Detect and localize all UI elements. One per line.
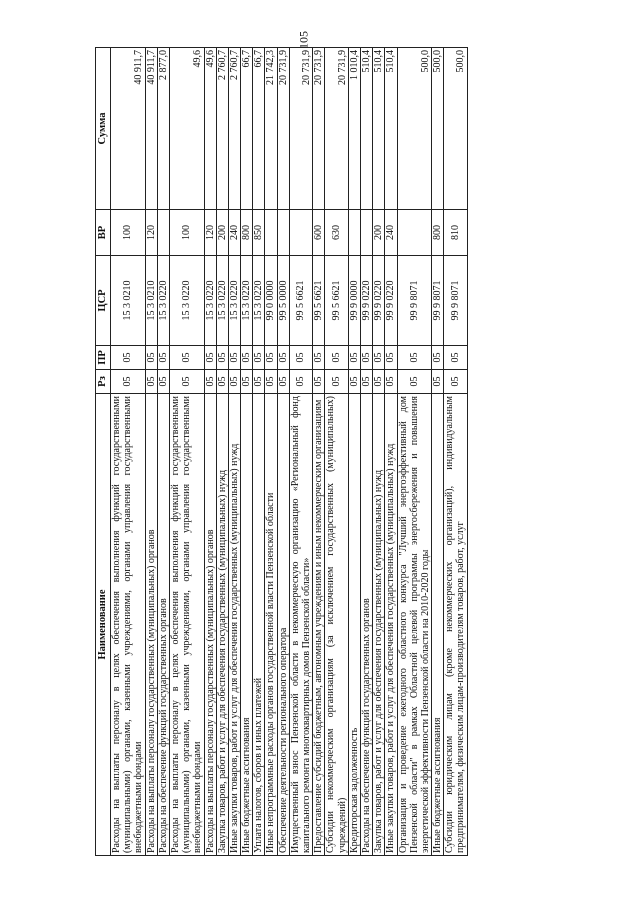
cell-pr: 05 — [397, 346, 432, 370]
cell-csr: 99 9 8071 — [397, 256, 432, 346]
cell-rz: 05 — [204, 370, 216, 394]
cell-vr: 200 — [373, 210, 385, 256]
cell-sum: 500,0 — [432, 48, 444, 210]
budget-table — [95, 47, 468, 856]
cell-sum: 2 760,7 — [216, 48, 228, 210]
cell-sum: 20 731,9 — [277, 48, 289, 210]
table-row — [432, 48, 444, 856]
header-name: Наименование — [96, 394, 111, 856]
cell-vr: 120 — [145, 210, 157, 256]
cell-vr: 240 — [385, 210, 397, 256]
table-row — [145, 48, 157, 856]
cell-name: Иные бюджетные ассигнования — [432, 394, 444, 856]
header-rz: Рз — [96, 370, 111, 394]
cell-name: Расходы на выплаты персоналу в целях обеспечения выполнения функций государственными (муниципальными) органами, казенными учреждениями, органами управления государственными внебюджетными фондами — [169, 394, 204, 856]
table-header-row — [96, 48, 111, 856]
cell-vr — [289, 210, 312, 256]
cell-vr: 630 — [325, 210, 348, 256]
cell-rz: 05 — [373, 370, 385, 394]
cell-pr: 05 — [253, 346, 265, 370]
cell-name: Кредиторская задолженность — [348, 394, 360, 856]
cell-csr: 99 5 6621 — [289, 256, 312, 346]
cell-sum: 510,4 — [373, 48, 385, 210]
cell-vr: 120 — [204, 210, 216, 256]
cell-csr: 99 9 0220 — [360, 256, 372, 346]
cell-name: Имущественный взнос Пензенской области в некоммерческую организацию «Региональный фонд капитального ремонта многоквартирных домов Пензенской области» — [289, 394, 312, 856]
cell-csr: 15 3 0220 — [169, 256, 204, 346]
cell-pr: 05 — [216, 346, 228, 370]
cell-name: Субсидии юридическим лицам (кроме некоммерческих организаций), индивидуальным предпринимателям, физическим лицам-производителям товаров, работ, услуг — [444, 394, 467, 856]
cell-rz: 05 — [265, 370, 277, 394]
table-row — [313, 48, 325, 856]
cell-pr: 05 — [325, 346, 348, 370]
cell-pr: 05 — [444, 346, 467, 370]
table-row — [348, 48, 360, 856]
cell-csr: 99 9 0220 — [385, 256, 397, 346]
cell-vr — [360, 210, 372, 256]
cell-name: Обеспечение деятельности регионального оператора — [277, 394, 289, 856]
cell-vr — [265, 210, 277, 256]
cell-pr: 05 — [313, 346, 325, 370]
cell-pr: 05 — [373, 346, 385, 370]
cell-sum: 500,0 — [444, 48, 467, 210]
header-vr: ВР — [96, 210, 111, 256]
cell-sum: 21 742,3 — [265, 48, 277, 210]
cell-sum: 66,7 — [241, 48, 253, 210]
cell-sum: 510,4 — [360, 48, 372, 210]
cell-sum: 20 731,9 — [325, 48, 348, 210]
cell-pr: 05 — [241, 346, 253, 370]
cell-csr: 15 3 0220 — [157, 256, 169, 346]
cell-rz: 05 — [111, 370, 146, 394]
cell-rz: 05 — [253, 370, 265, 394]
table-row — [157, 48, 169, 856]
cell-rz: 05 — [444, 370, 467, 394]
cell-rz: 05 — [157, 370, 169, 394]
cell-csr: 15 3 0210 — [145, 256, 157, 346]
cell-name: Иные закупки товаров, работ и услуг для обеспечения государственных (муниципальных) нужд — [228, 394, 240, 856]
cell-sum: 500,0 — [397, 48, 432, 210]
cell-pr: 05 — [111, 346, 146, 370]
cell-vr: 600 — [313, 210, 325, 256]
cell-vr: 800 — [432, 210, 444, 256]
cell-csr: 99 9 8071 — [444, 256, 467, 346]
cell-csr: 99 5 6621 — [313, 256, 325, 346]
cell-vr: 800 — [241, 210, 253, 256]
rotated-table-wrapper — [95, 48, 468, 856]
cell-name: Уплата налогов, сборов и иных платежей — [253, 394, 265, 856]
table-row — [277, 48, 289, 856]
page-number-text: 105 — [296, 31, 311, 49]
cell-pr: 05 — [277, 346, 289, 370]
cell-rz: 05 — [228, 370, 240, 394]
cell-pr: 05 — [360, 346, 372, 370]
cell-csr: 15 3 0220 — [216, 256, 228, 346]
cell-rz: 05 — [216, 370, 228, 394]
cell-vr — [397, 210, 432, 256]
cell-vr — [348, 210, 360, 256]
cell-rz: 05 — [360, 370, 372, 394]
cell-name: Иные закупки товаров, работ и услуг для обеспечения государственных (муниципальных) нужд — [385, 394, 397, 856]
cell-name: Расходы на выплаты персоналу государственных (муниципальных) органов — [204, 394, 216, 856]
table-row — [397, 48, 432, 856]
table-row — [204, 48, 216, 856]
cell-csr: 15 3 0210 — [111, 256, 146, 346]
table-row — [111, 48, 146, 856]
cell-pr: 05 — [289, 346, 312, 370]
cell-rz: 05 — [348, 370, 360, 394]
table-row — [169, 48, 204, 856]
cell-csr: 99 5 0000 — [277, 256, 289, 346]
cell-vr — [277, 210, 289, 256]
cell-name: Закупка товаров, работ и услуг для обеспечения государственных (муниципальных) нужд — [216, 394, 228, 856]
cell-csr: 15 3 0220 — [253, 256, 265, 346]
cell-sum: 20 731,9 — [313, 48, 325, 210]
cell-sum: 49,6 — [204, 48, 216, 210]
cell-csr: 99 9 8071 — [432, 256, 444, 346]
cell-rz: 05 — [385, 370, 397, 394]
cell-name: Иные бюджетные ассигнования — [241, 394, 253, 856]
cell-pr: 05 — [228, 346, 240, 370]
cell-csr: 15 3 0220 — [228, 256, 240, 346]
cell-csr: 99 9 0000 — [348, 256, 360, 346]
cell-rz: 05 — [313, 370, 325, 394]
cell-sum: 66,7 — [253, 48, 265, 210]
cell-rz: 05 — [325, 370, 348, 394]
cell-name: Субсидии некоммерческим организациям (за исключением государственных (муниципальных) учреждений) — [325, 394, 348, 856]
cell-rz: 05 — [169, 370, 204, 394]
table-row — [253, 48, 265, 856]
cell-name: Иные непрограммные расходы органов государственной власти Пензенской области — [265, 394, 277, 856]
cell-name: Закупка товаров, работ и услуг для обеспечения государственных (муниципальных) нужд — [373, 394, 385, 856]
cell-pr: 05 — [385, 346, 397, 370]
cell-sum: 1 010,4 — [348, 48, 360, 210]
cell-rz: 05 — [289, 370, 312, 394]
table-row — [216, 48, 228, 856]
cell-csr: 15 3 0220 — [204, 256, 216, 346]
cell-rz: 05 — [277, 370, 289, 394]
table-row — [289, 48, 312, 856]
cell-name: Расходы на обеспечение функций государственных органов — [157, 394, 169, 856]
cell-sum: 40 911,7 — [111, 48, 146, 210]
cell-pr: 05 — [432, 346, 444, 370]
cell-name: Расходы на выплаты персоналу государственных (муниципальных) органов — [145, 394, 157, 856]
cell-csr: 15 3 0220 — [241, 256, 253, 346]
cell-sum: 49,6 — [169, 48, 204, 210]
cell-pr: 05 — [169, 346, 204, 370]
cell-rz: 05 — [241, 370, 253, 394]
cell-sum: 510,4 — [385, 48, 397, 210]
table-row — [385, 48, 397, 856]
cell-pr: 05 — [204, 346, 216, 370]
table-row — [373, 48, 385, 856]
table-row — [325, 48, 348, 856]
cell-pr: 05 — [265, 346, 277, 370]
cell-name: Организация и проведение ежегодного областного конкурса "Лучший энергоэффективный дом Пензенской области" в рамках Областной целевой программы энергосбережения и повышения энергетической эффективности Пензенской области на 2010-2020 годы — [397, 394, 432, 856]
cell-sum: 2 760,7 — [228, 48, 240, 210]
cell-csr: 99 5 6621 — [325, 256, 348, 346]
cell-sum: 40 911,7 — [145, 48, 157, 210]
cell-vr: 240 — [228, 210, 240, 256]
cell-rz: 05 — [397, 370, 432, 394]
cell-name: Расходы на обеспечение функций государственных органов — [360, 394, 372, 856]
cell-pr: 05 — [157, 346, 169, 370]
cell-rz: 05 — [432, 370, 444, 394]
cell-vr: 810 — [444, 210, 467, 256]
cell-sum: 2 877,0 — [157, 48, 169, 210]
header-csr: ЦСР — [96, 256, 111, 346]
cell-pr: 05 — [348, 346, 360, 370]
table-row — [228, 48, 240, 856]
cell-name: Предоставление субсидий бюджетным, автономным учреждениям и иным некоммерческим организациям — [313, 394, 325, 856]
table-row — [265, 48, 277, 856]
cell-name: Расходы на выплаты персоналу в целях обеспечения выполнения функций государственными (муниципальными) органами, казенными учреждениями, органами управления государственными внебюджетными фондами — [111, 394, 146, 856]
cell-sum: 20 731,9 — [289, 48, 312, 210]
cell-vr: 850 — [253, 210, 265, 256]
cell-vr: 100 — [169, 210, 204, 256]
cell-vr — [157, 210, 169, 256]
cell-pr: 05 — [145, 346, 157, 370]
table-row — [444, 48, 467, 856]
header-sum: Сумма — [96, 48, 111, 210]
cell-csr: 99 0 0000 — [265, 256, 277, 346]
table-row — [360, 48, 372, 856]
cell-rz: 05 — [145, 370, 157, 394]
table-row — [241, 48, 253, 856]
cell-vr: 100 — [111, 210, 146, 256]
cell-csr: 99 9 0220 — [373, 256, 385, 346]
header-pr: ПР — [96, 346, 111, 370]
cell-vr: 200 — [216, 210, 228, 256]
